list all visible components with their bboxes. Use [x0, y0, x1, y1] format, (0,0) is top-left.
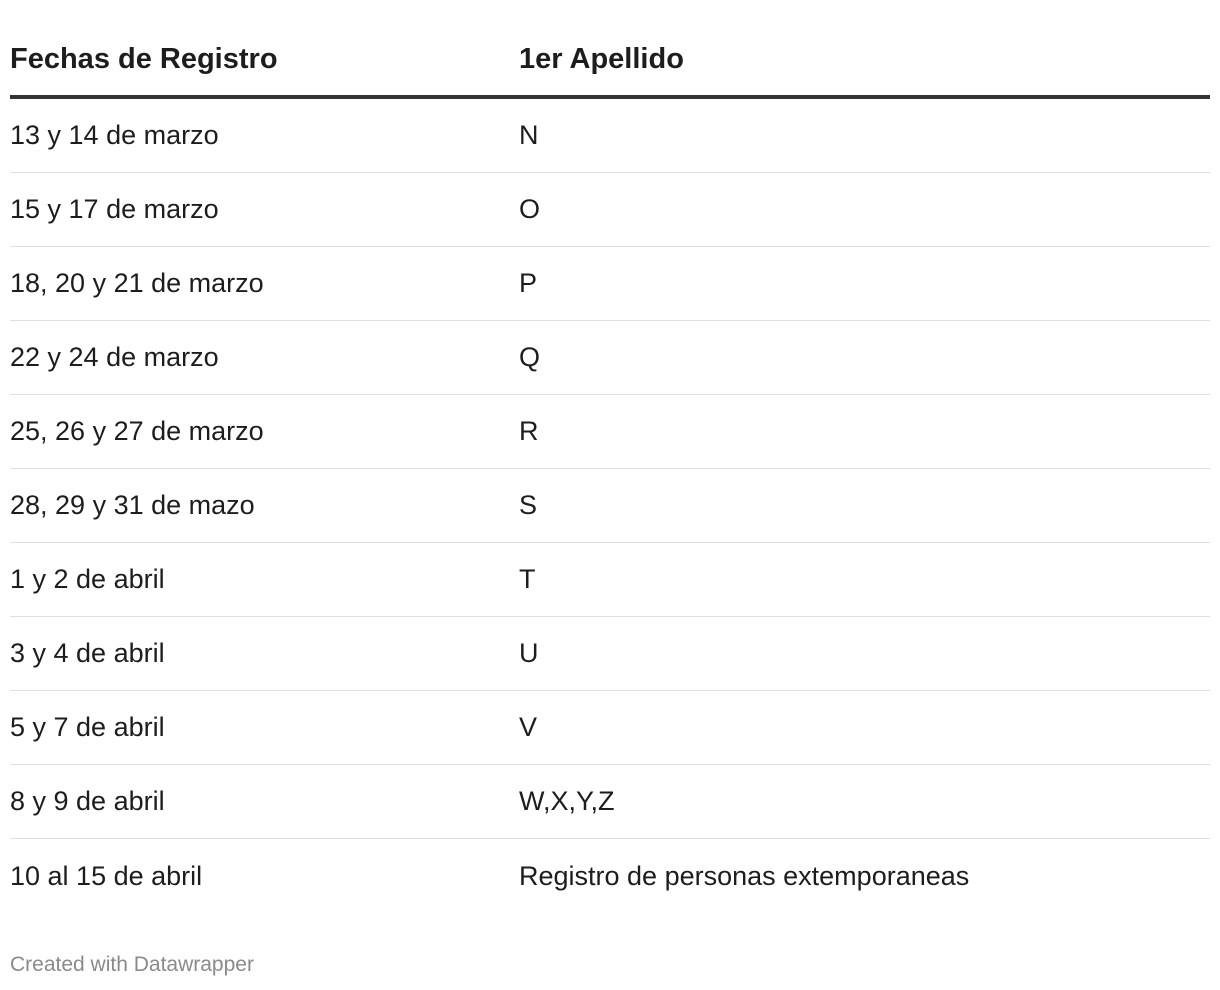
table-row	[10, 173, 1210, 247]
cell-fechas: 10 al 15 de abril	[10, 860, 203, 891]
cell-fechas: 25, 26 y 27 de marzo	[10, 416, 264, 446]
cell-fechas: 13 y 14 de marzo	[10, 120, 219, 150]
cell-apellido: U	[519, 638, 539, 668]
cell-fechas: 5 y 7 de abril	[10, 712, 165, 742]
cell-apellido: W,X,Y,Z	[519, 786, 615, 816]
cell-apellido: Q	[519, 342, 541, 372]
cell-apellido: Registro de personas extemporaneas	[519, 860, 970, 891]
cell-fechas: 18, 20 y 21 de marzo	[10, 268, 264, 298]
cell-apellido: N	[519, 120, 539, 150]
column-header-fechas: Fechas de Registro	[10, 43, 278, 75]
table-row	[10, 691, 1210, 765]
cell-apellido: P	[519, 268, 538, 298]
cell-apellido: V	[519, 712, 538, 742]
table-row	[10, 469, 1210, 543]
table-row	[10, 839, 1210, 913]
table-row	[10, 765, 1210, 839]
cell-fechas: 1 y 2 de abril	[10, 564, 165, 594]
column-header-apellido: 1er Apellido	[519, 43, 684, 75]
registration-table	[10, 0, 1210, 913]
cell-fechas: 15 y 17 de marzo	[10, 194, 219, 224]
cell-fechas: 8 y 9 de abril	[10, 786, 165, 816]
datawrapper-credit[interactable]: Created with Datawrapper	[10, 953, 254, 976]
cell-fechas: 22 y 24 de marzo	[10, 342, 219, 372]
table-row	[10, 321, 1210, 395]
cell-apellido: R	[519, 416, 539, 446]
table-row	[10, 99, 1210, 173]
cell-apellido: T	[519, 564, 536, 594]
table-row	[10, 543, 1210, 617]
table-row	[10, 247, 1210, 321]
table-header	[10, 0, 1210, 99]
table-row	[10, 617, 1210, 691]
cell-fechas: 28, 29 y 31 de mazo	[10, 490, 255, 520]
cell-apellido: S	[519, 490, 538, 520]
cell-apellido: O	[519, 194, 541, 224]
cell-fechas: 3 y 4 de abril	[10, 638, 165, 668]
table-row	[10, 395, 1210, 469]
